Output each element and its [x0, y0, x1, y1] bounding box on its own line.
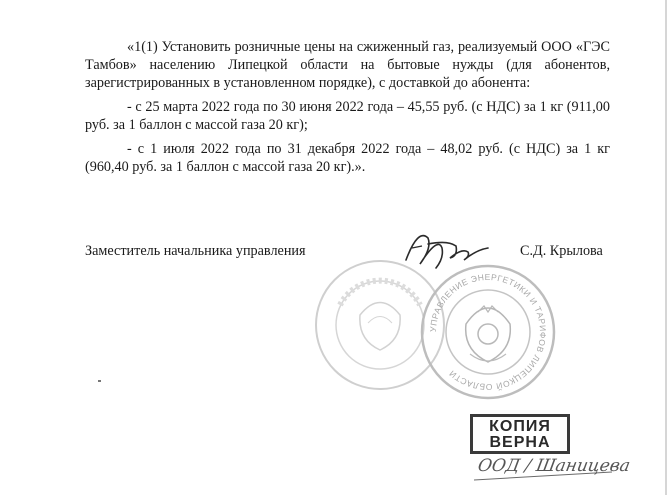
seal-text: УПРАВЛЕНИЕ ЭНЕРГЕТИКИ И ТАРИФОВ ЛИПЕЦКОЙ ОБЛАСТИ [427, 271, 549, 393]
note-underline [472, 450, 617, 484]
speck [98, 380, 101, 382]
handwritten-note: ООД / Шаницева [476, 456, 632, 476]
signatory-name: С.Д. Крылова [520, 243, 603, 259]
copy-certified-stamp [470, 414, 570, 454]
copy-stamp-line-1: КОПИЯ [489, 418, 551, 435]
page-edge [665, 0, 667, 495]
price-item-2: - с 1 июля 2022 года по 31 декабря 2022 года – 48,02 руб. (с НДС) за 1 кг (960,40 руб. за 1 баллон с массой газа 20 кг).». [85, 141, 610, 175]
handwritten-signature [398, 218, 498, 278]
copy-stamp-line-2: ВЕРНА [489, 434, 551, 451]
signatory-title: Заместитель начальника управления [85, 243, 306, 259]
official-seal [418, 262, 558, 402]
document-body [85, 38, 610, 176]
paragraph-pricing: «1(1) Установить розничные цены на сжиженный газ, реализуемый ООО «ГЭС Тамбов» населению Липецкой области на бытовые нужды (для абонентов, зарегистрированных в установленном порядке), с доставкой до абонента: [85, 39, 610, 91]
price-item-1: - с 25 марта 2022 года по 30 июня 2022 года – 45,55 руб. (с НДС) за 1 кг (911,00 руб. за 1 баллон с массой газа 20 кг); [85, 99, 610, 133]
